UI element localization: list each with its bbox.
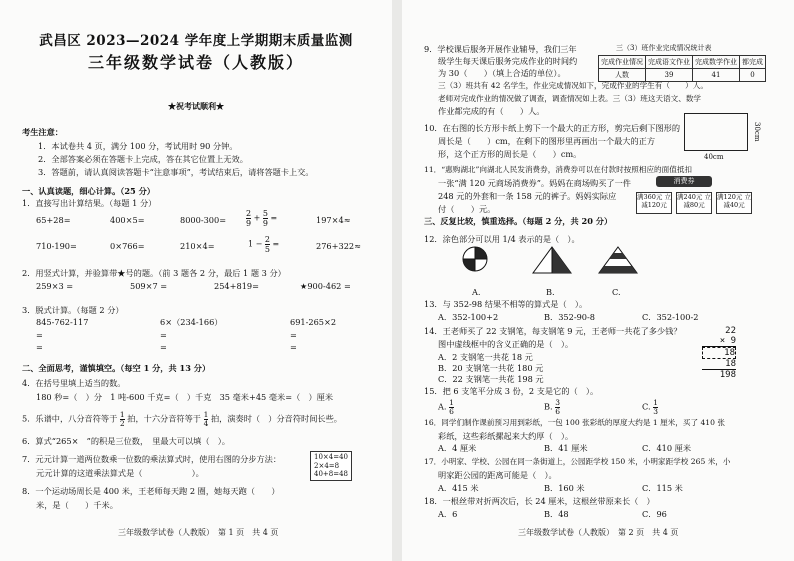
option-fraction: C. $\frac{1}{3}$ bbox=[642, 398, 658, 416]
option-text: A．4 厘米 bbox=[438, 443, 477, 453]
option-text: C．22 支钢笔一共花 198 元 bbox=[438, 374, 544, 384]
page-footer: 三年级数学试卷（人教版） 第 2 页 共 4 页 bbox=[518, 528, 679, 537]
coupon: 满360元 立减120元 bbox=[636, 192, 672, 214]
vertical-calc: 254+819= bbox=[214, 281, 259, 291]
table-header: 都完成 bbox=[740, 56, 766, 69]
stepwise-calc: 845-762-117 bbox=[36, 317, 89, 327]
option-text: A．415 米 bbox=[438, 483, 479, 493]
page-footer: 三年级数学试卷（人教版） 第 1 页 共 4 页 bbox=[118, 528, 279, 537]
notice-title: 考生注意： bbox=[22, 127, 63, 137]
oral-calc: 276+322≈ bbox=[316, 241, 361, 251]
coupon-title: 消费券 bbox=[656, 176, 712, 187]
exam-wish: ★祝考试顺利★ bbox=[168, 101, 224, 111]
equals-sign: = bbox=[160, 330, 167, 340]
question-3: 3．脱式计算。（每题 2 分） bbox=[22, 305, 124, 315]
rect-width-label: 40cm bbox=[704, 153, 724, 161]
oral-calc: 197×4≈ bbox=[316, 215, 351, 225]
option-text: C．352-100-2 bbox=[642, 312, 699, 322]
exam-page-2 bbox=[402, 0, 794, 561]
option-text: B．48 bbox=[544, 509, 569, 519]
vertical-calc: ★900-462 = bbox=[300, 281, 351, 291]
table-header: 完成语文作业 bbox=[646, 56, 693, 69]
question-1: 1．直接写出计算结果。（每题 1 分） bbox=[22, 198, 157, 208]
question-9-cont: 三（3）班共有 42 名学生，作业完成情况如下，完成作业的学生有（ ）人。 bbox=[438, 81, 708, 90]
question-11-cont: 一张“满 120 元商场消费券”。妈妈在商场购买了一件 bbox=[438, 178, 631, 188]
rect-height-label: 30cm bbox=[753, 122, 761, 142]
question-10-cont: 形，这个正方形的周长是（ ）cm。 bbox=[438, 149, 582, 159]
stepwise-calc: 691-265×2 bbox=[290, 317, 337, 327]
equals-sign: = bbox=[290, 330, 297, 340]
question-11: 11．“惠购湖北”向湖北人民发消费券，消费券可以在付款时按照相应的面值抵扣 bbox=[424, 165, 693, 174]
option-text: B．352-90-8 bbox=[544, 312, 595, 322]
notice-item: 2．全部答案必须在答题卡上完成，答在其它位置上无效。 bbox=[38, 154, 248, 164]
equals-sign: = bbox=[160, 342, 167, 352]
oral-calc: 8000-300= bbox=[180, 215, 227, 225]
question-9-cont: 老师对完成作业的情况做了调查，调查情况如上表。三（3）班这天语文、数学 bbox=[438, 94, 702, 103]
question-10: 10．在右图的长方形卡纸上剪下一个最大的正方形，剪完后剩下图形的 bbox=[424, 123, 681, 133]
section-2-heading: 二、全面思考，谨慎填空。（每空 1 分，共 13 分） bbox=[22, 363, 211, 373]
question-4: 4．在括号里填上适当的数。 bbox=[22, 378, 126, 388]
question-7-answer: 元元计算的这道乘法算式是（ ）。 bbox=[36, 468, 204, 478]
exam-title: 武昌区 2023—2024 学年度上学期期末质量监测 bbox=[39, 33, 353, 49]
fraction-sum: $\frac{2}{9}$ + $\frac{5}{9}$ = bbox=[246, 209, 278, 228]
question-15: 15．把 6 支笔平分成 3 份，2 支是它的（ ）。 bbox=[424, 386, 599, 396]
question-16: 16．同学们制作课前预习用到彩纸，一包 100 张彩纸的厚度大约是 1 厘米，买了 410 张 bbox=[424, 418, 725, 427]
option-label: C. bbox=[612, 287, 621, 297]
question-10-cont: 周长是（ ）cm，在剩下的图形里再画出一个最大的正方 bbox=[438, 136, 656, 146]
vertical-calc: 259×3 = bbox=[36, 281, 74, 291]
question-9-cont: 为 30（ ）（填上合适的单位）。 bbox=[438, 68, 566, 78]
stepwise-calc: 6×（234-166） bbox=[160, 317, 223, 327]
equals-sign: = bbox=[36, 342, 43, 352]
table-cell: 0 bbox=[740, 69, 766, 82]
exam-page-1 bbox=[0, 0, 392, 561]
striped-triangle-option-c bbox=[598, 246, 638, 274]
question-9-cont: 级学生每天课后服务完成作业的时间约 bbox=[438, 56, 578, 66]
option-text: A．352-100+2 bbox=[438, 312, 499, 322]
page-gutter bbox=[392, 0, 402, 561]
question-14-cont: 图中虚线框中的含义正确的是（ ）。 bbox=[438, 339, 574, 349]
question-8-cont: 米，是（ ）千米。 bbox=[36, 500, 118, 510]
question-11-cont: 248 元的外套和一条 158 元的裤子。妈妈实际应 bbox=[438, 191, 617, 201]
option-fraction: B. $\frac{3}{6}$ bbox=[544, 398, 561, 416]
question-4-blanks: 180 秒=（ ）分 1 吨-600 千克=（ ）千克 35 毫米+45 毫米=（ ）厘米 bbox=[36, 392, 334, 402]
question-18: 18．一根丝带对折两次后，长 24 厘米，这根丝带原来长（ ） bbox=[424, 496, 655, 506]
cardboard-rectangle bbox=[684, 113, 748, 151]
option-text: A．2 支钢笔一共花 18 元 bbox=[438, 352, 533, 362]
question-11-cont: 付（ ）元。 bbox=[438, 204, 496, 214]
question-14: 14．王老师买了 22 支钢笔，每支钢笔 9 元，王老师一共花了多少钱？ bbox=[424, 326, 682, 336]
option-text: B．160 米 bbox=[544, 483, 585, 493]
question-7: 7．元元计算一道两位数乘一位数的乘法算式时，使用右图的分步方法： bbox=[22, 454, 282, 464]
option-text: C．115 米 bbox=[642, 483, 683, 493]
question-17-cont: 明家距公园的距离可能是（ ）。 bbox=[438, 470, 557, 480]
question-13: 13．与 352-98 结果不相等的算式是（ ）。 bbox=[424, 299, 588, 309]
table-cell: 41 bbox=[693, 69, 740, 82]
equals-sign: = bbox=[36, 330, 43, 340]
question-9-cont: 作业都完成的有（ ）人。 bbox=[438, 106, 545, 116]
stat-table bbox=[598, 55, 766, 82]
question-17: 17．小明家、学校、公园在同一条街道上，公园距学校 150 米，小明家距学校 265 米，小 bbox=[424, 457, 731, 466]
question-9: 9．学校课后服务开展作业辅导，我们三年 bbox=[424, 44, 577, 54]
stat-table-caption: 三（3）班作业完成情况统计表 bbox=[616, 44, 712, 52]
triangle-shape-option-b bbox=[532, 246, 572, 274]
fraction-diff: 1 − $\frac{2}{5}$ = bbox=[248, 235, 280, 254]
option-text: B．41 厘米 bbox=[544, 443, 588, 453]
question-5: 5．乐谱中，八分音符等于 $\frac{1}{2}$ 拍，十六分音符等于 $\frac{1}{4}$ 拍，演奏时（ ）分音符时间长些。 bbox=[22, 410, 342, 428]
option-label: B. bbox=[546, 287, 555, 297]
question-2: 2．用竖式计算，并验算带★号的题。（前 3 题各 2 分，最后 1 题 3 分） bbox=[22, 268, 286, 278]
equals-sign: = bbox=[290, 342, 297, 352]
option-fraction: A. $\frac{1}{6}$ bbox=[438, 398, 454, 416]
table-cell: 人数 bbox=[599, 69, 646, 82]
question-12: 12．涂色部分可以用 1/4 表示的是（ ）。 bbox=[424, 234, 580, 244]
option-text: A．6 bbox=[438, 509, 458, 519]
step-method-box: 10×4=40 2×4=8 40+8=48 bbox=[310, 451, 352, 481]
oral-calc: 210×4= bbox=[180, 241, 215, 251]
circle-shape-option-a bbox=[462, 246, 488, 282]
table-header: 完成数学作业 bbox=[693, 56, 740, 69]
option-text: C．410 厘米 bbox=[642, 443, 692, 453]
option-text: B．20 支钢笔一共花 180 元 bbox=[438, 363, 544, 373]
notice-item: 3．答题前，请认真阅读答题卡“注意事项”，考试结束后，请将答题卡上交。 bbox=[38, 167, 314, 177]
question-6: 6．算式“265× ”的积是三位数， 里最大可以填（ ）。 bbox=[22, 436, 230, 446]
oral-calc: 0×766= bbox=[110, 241, 145, 251]
question-16-cont: 彩纸，这些彩纸摞起来大约厚（ ）。 bbox=[438, 431, 574, 441]
exam-subtitle: 三年级数学试卷（人教版） bbox=[87, 53, 304, 72]
notice-item: 1．本试卷共 4 页，满分 100 分，考试用时 90 分钟。 bbox=[38, 141, 238, 151]
coupon: 满120元 立减40元 bbox=[716, 192, 752, 214]
option-text: C．96 bbox=[642, 509, 667, 519]
option-label: A. bbox=[472, 287, 481, 297]
coupon: 满240元 立减80元 bbox=[676, 192, 712, 214]
table-cell: 39 bbox=[646, 69, 693, 82]
section-1-heading: 一、认真读题，细心计算。（25 分） bbox=[22, 186, 155, 196]
vertical-multiplication: 22 × 9 18 18 198 bbox=[702, 326, 736, 380]
oral-calc: 400×5= bbox=[110, 215, 145, 225]
dashed-box: 18 bbox=[702, 347, 736, 359]
oral-calc: 710-190= bbox=[36, 241, 77, 251]
vertical-calc: 509×7 = bbox=[130, 281, 168, 291]
section-3-heading: 三、反复比较，慎重选择。（每题 2 分，共 20 分） bbox=[424, 216, 613, 226]
question-8: 8．一个运动场周长是 400 米，王老师每天跑 2 圈，她每天跑（ ） bbox=[22, 486, 280, 496]
table-header: 完成作业情况 bbox=[599, 56, 646, 69]
oral-calc: 65+28= bbox=[36, 215, 71, 225]
